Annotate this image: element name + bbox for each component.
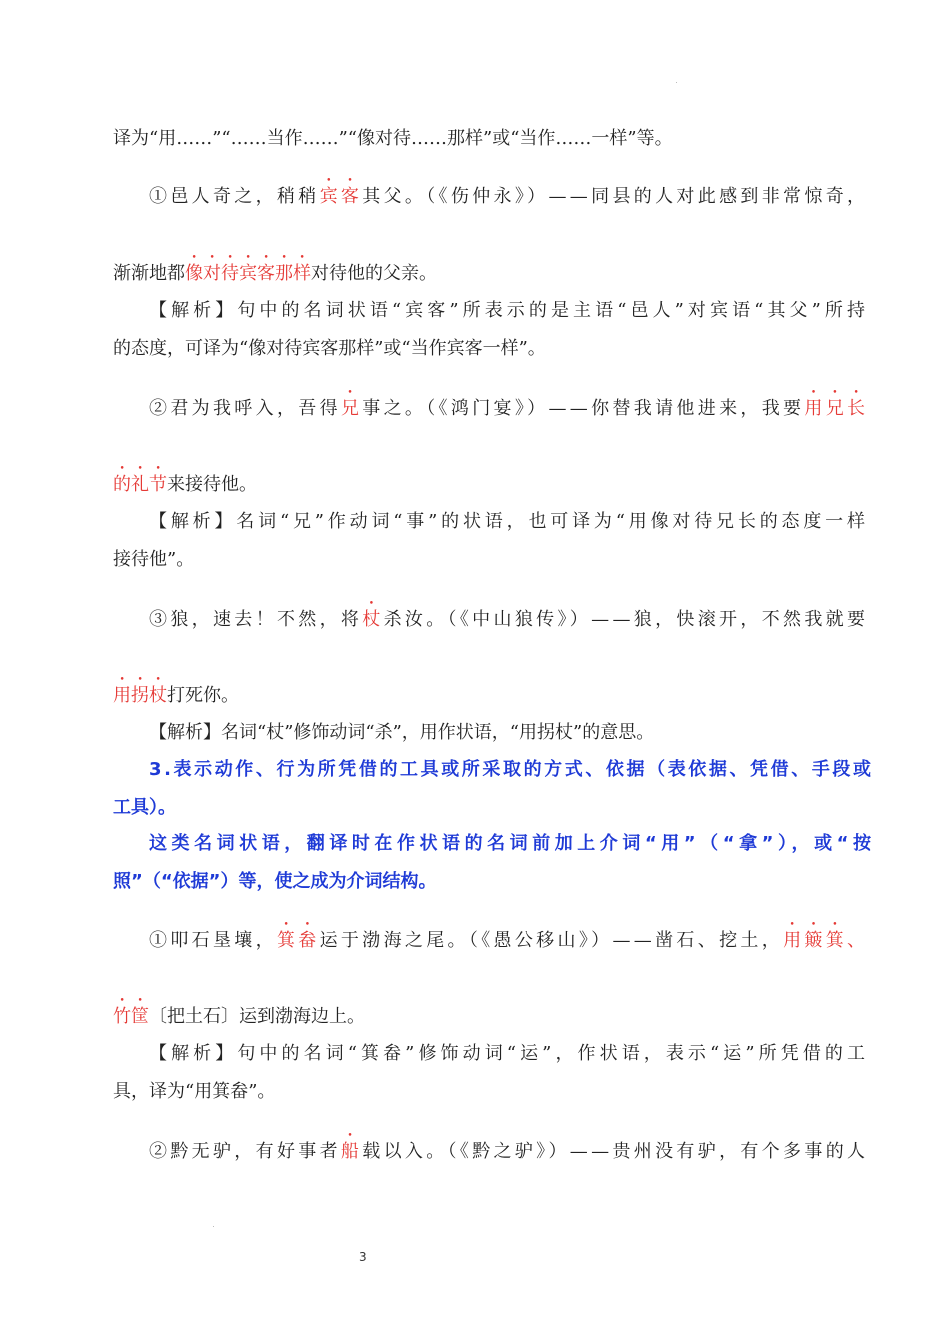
scan-speck — [213, 1226, 214, 1227]
text-run: ③狼，速去！不然，将 — [149, 609, 363, 630]
text-run: 其父。（《伤仲永》）——同县的人对此感到非常惊奇， — [362, 186, 869, 207]
emphasized-term: 宾客 — [319, 186, 363, 207]
text-run: 杀汝。（《中山狼传》）——狼，快滚开，不然我就要 — [383, 609, 869, 630]
section-heading: 工具）。 — [113, 797, 176, 818]
emphasized-term: 用兄长 — [804, 398, 869, 419]
section-heading: 这类名词状语，翻译时在作状语的名词前加上介词“用”（“拿”），或“按 — [149, 833, 876, 854]
text-line — [113, 128, 673, 150]
text-line — [149, 176, 868, 208]
text-run: 【解析】名词“杖”修饰动词“杀”，用作状语，“用拐杖”的意思。 — [149, 722, 655, 743]
text-run: 渐渐地都 — [113, 263, 185, 284]
text-run: 译为“用……”“……当作……”“像对待……那样”或“当作……一样”等。 — [113, 128, 673, 149]
text-line — [149, 833, 876, 855]
text-line — [149, 920, 868, 952]
text-line — [113, 338, 546, 360]
text-line — [113, 549, 194, 571]
section-heading: 3.表示动作、行为所凭借的工具或所采取的方式、依据（表依据、凭借、手段或 — [149, 759, 874, 780]
text-run: 事之。（《鸿门宴》）——你替我请他进来，我要 — [362, 398, 805, 419]
emphasized-term: 用簸箕、 — [783, 930, 869, 951]
text-run: ①叩石垦壤， — [149, 930, 277, 951]
text-line — [149, 388, 868, 420]
emphasized-term: 的礼节 — [113, 474, 167, 495]
text-line — [149, 722, 654, 744]
text-run: 的态度，可译为“像对待宾客那样”或“当作宾客一样”。 — [113, 338, 546, 359]
emphasized-term: 箕畚 — [276, 930, 320, 951]
emphasized-term: 船 — [340, 1141, 363, 1162]
text-line — [149, 759, 874, 781]
emphasized-term: 杖 — [362, 609, 384, 630]
text-run: 对待他的父亲。 — [311, 263, 437, 284]
text-run: 【解析】句中的名词状语“宾客”所表示的是主语“邑人”对宾语“其父”所持 — [149, 300, 870, 321]
page-number: 3 — [359, 1250, 367, 1264]
text-line — [113, 464, 257, 496]
text-run: 接待他”。 — [113, 549, 195, 570]
text-line — [149, 1043, 869, 1065]
text-run: 具，译为“用箕畚”。 — [113, 1081, 276, 1102]
text-run: 打死你。 — [167, 685, 239, 706]
text-line — [113, 253, 437, 285]
text-line — [113, 797, 176, 819]
text-line — [113, 996, 365, 1028]
emphasized-term: 竹筐 — [113, 1006, 149, 1027]
text-run: 〔把土石〕运到渤海边上。 — [149, 1006, 365, 1027]
text-line — [113, 675, 239, 707]
text-run: 运于渤海之尾。（《愚公移山》）——凿石、挖土， — [319, 930, 784, 951]
text-run: 【解析】句中的名词“箕畚”修饰动词“运”，作状语，表示“运”所凭借的工 — [149, 1043, 870, 1064]
scan-speck — [676, 82, 677, 83]
text-line — [149, 300, 869, 322]
text-line — [113, 1081, 275, 1103]
section-heading: 照”（“依据”）等，使之成为介词结构。 — [113, 871, 437, 892]
text-line — [149, 599, 868, 631]
emphasized-term: 兄 — [340, 398, 363, 419]
text-run: ①邑人奇之，稍稍 — [149, 186, 320, 207]
text-run: ②黔无驴，有好事者 — [149, 1141, 341, 1162]
text-run: 来接待他。 — [167, 474, 257, 495]
text-run: 载以入。（《黔之驴》）——贵州没有驴，有个多事的人 — [362, 1141, 869, 1162]
emphasized-term: 像对待宾客那样 — [185, 263, 311, 284]
emphasized-term: 用拐杖 — [113, 685, 167, 706]
text-line — [149, 1131, 868, 1163]
text-run: 【解析】名词“兄”作动词“事”的状语，也可译为“用像对待兄长的态度一样 — [149, 511, 869, 532]
text-line — [113, 871, 437, 893]
text-run: ②君为我呼入，吾得 — [149, 398, 341, 419]
text-line — [149, 511, 869, 533]
